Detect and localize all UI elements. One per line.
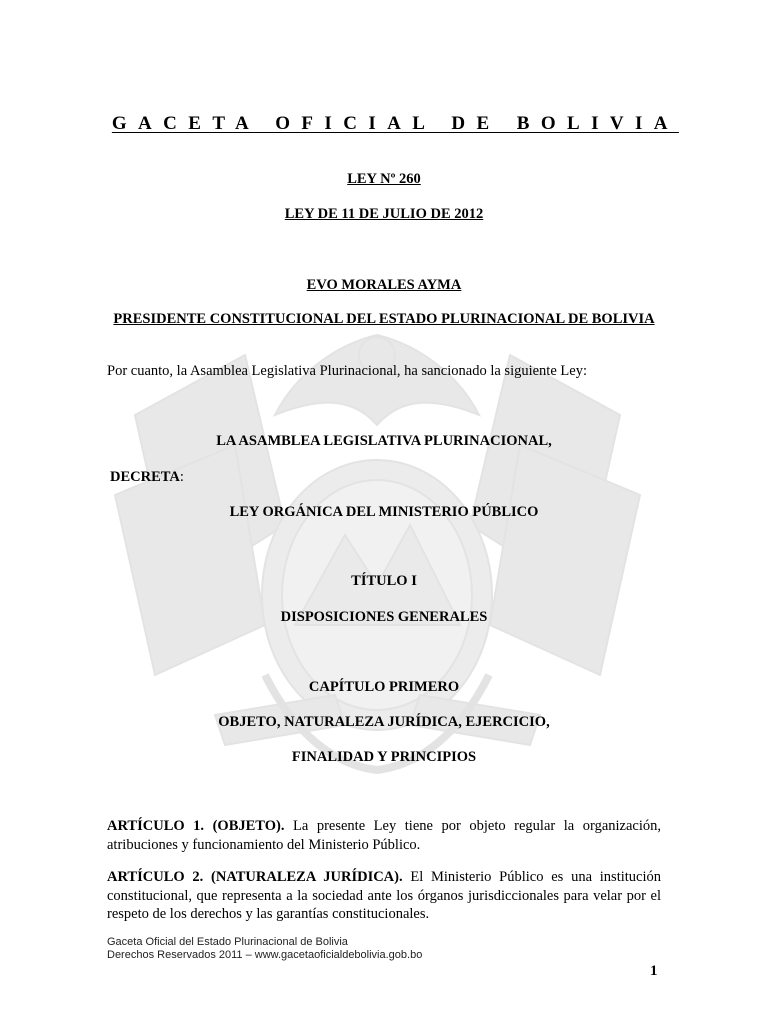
capitulo-name-line2: FINALIDAD Y PRINCIPIOS: [291, 749, 477, 765]
preamble-text: Por cuanto, la Asamblea Legislativa Plurinacional, ha sancionado la siguiente Ley:: [107, 363, 587, 379]
law-date: LEY DE 11 DE JULIO DE 2012: [284, 206, 484, 222]
assembly-heading: LA ASAMBLEA LEGISLATIVA PLURINACIONAL,: [216, 433, 552, 449]
titulo-name-heading: DISPOSICIONES GENERALES: [280, 609, 488, 625]
gazette-title: GACETA OFICIAL DE BOLIVIA: [111, 113, 679, 134]
president-title: PRESIDENTE CONSTITUCIONAL DEL ESTADO PLURINACIONAL DE BOLIVIA: [113, 311, 655, 327]
page-number: 1: [650, 963, 658, 979]
article-2-heading: ARTÍCULO 2. (NATURALEZA JURÍDICA).: [107, 869, 403, 885]
article-1-text: La presente Ley tiene por objeto regular la organización, atribuciones y funcionamiento del Ministerio Público.: [107, 818, 661, 853]
law-number: LEY Nº 260: [347, 171, 421, 187]
footer: [107, 936, 422, 962]
article-2: [107, 868, 661, 924]
decreta-label: DECRETA: [110, 469, 180, 485]
decreta-colon: :: [179, 469, 184, 485]
article-1: [107, 817, 661, 854]
article-2-text: El Ministerio Público es una institución constitucional, que representa a la sociedad ante los órganos jurisdiccionales para velar por el respeto de los derechos y las garantías constitucionales.: [107, 869, 662, 922]
article-1-heading: ARTÍCULO 1. (OBJETO).: [107, 818, 285, 834]
capitulo-heading: CAPÍTULO PRIMERO: [308, 679, 460, 695]
law-name-heading: LEY ORGÁNICA DEL MINISTERIO PÚBLICO: [229, 504, 539, 520]
footer-line-1: Gaceta Oficial del Estado Plurinacional de Bolivia: [107, 936, 348, 948]
titulo-heading: TÍTULO I: [351, 573, 417, 589]
capitulo-name-line1: OBJETO, NATURALEZA JURÍDICA, EJERCICIO,: [218, 714, 550, 730]
footer-line-2: Derechos Reservados 2011 – www.gacetaoficialdebolivia.gob.bo: [107, 949, 423, 961]
president-name: EVO MORALES AYMA: [306, 277, 462, 293]
decreta-line: [110, 469, 184, 487]
